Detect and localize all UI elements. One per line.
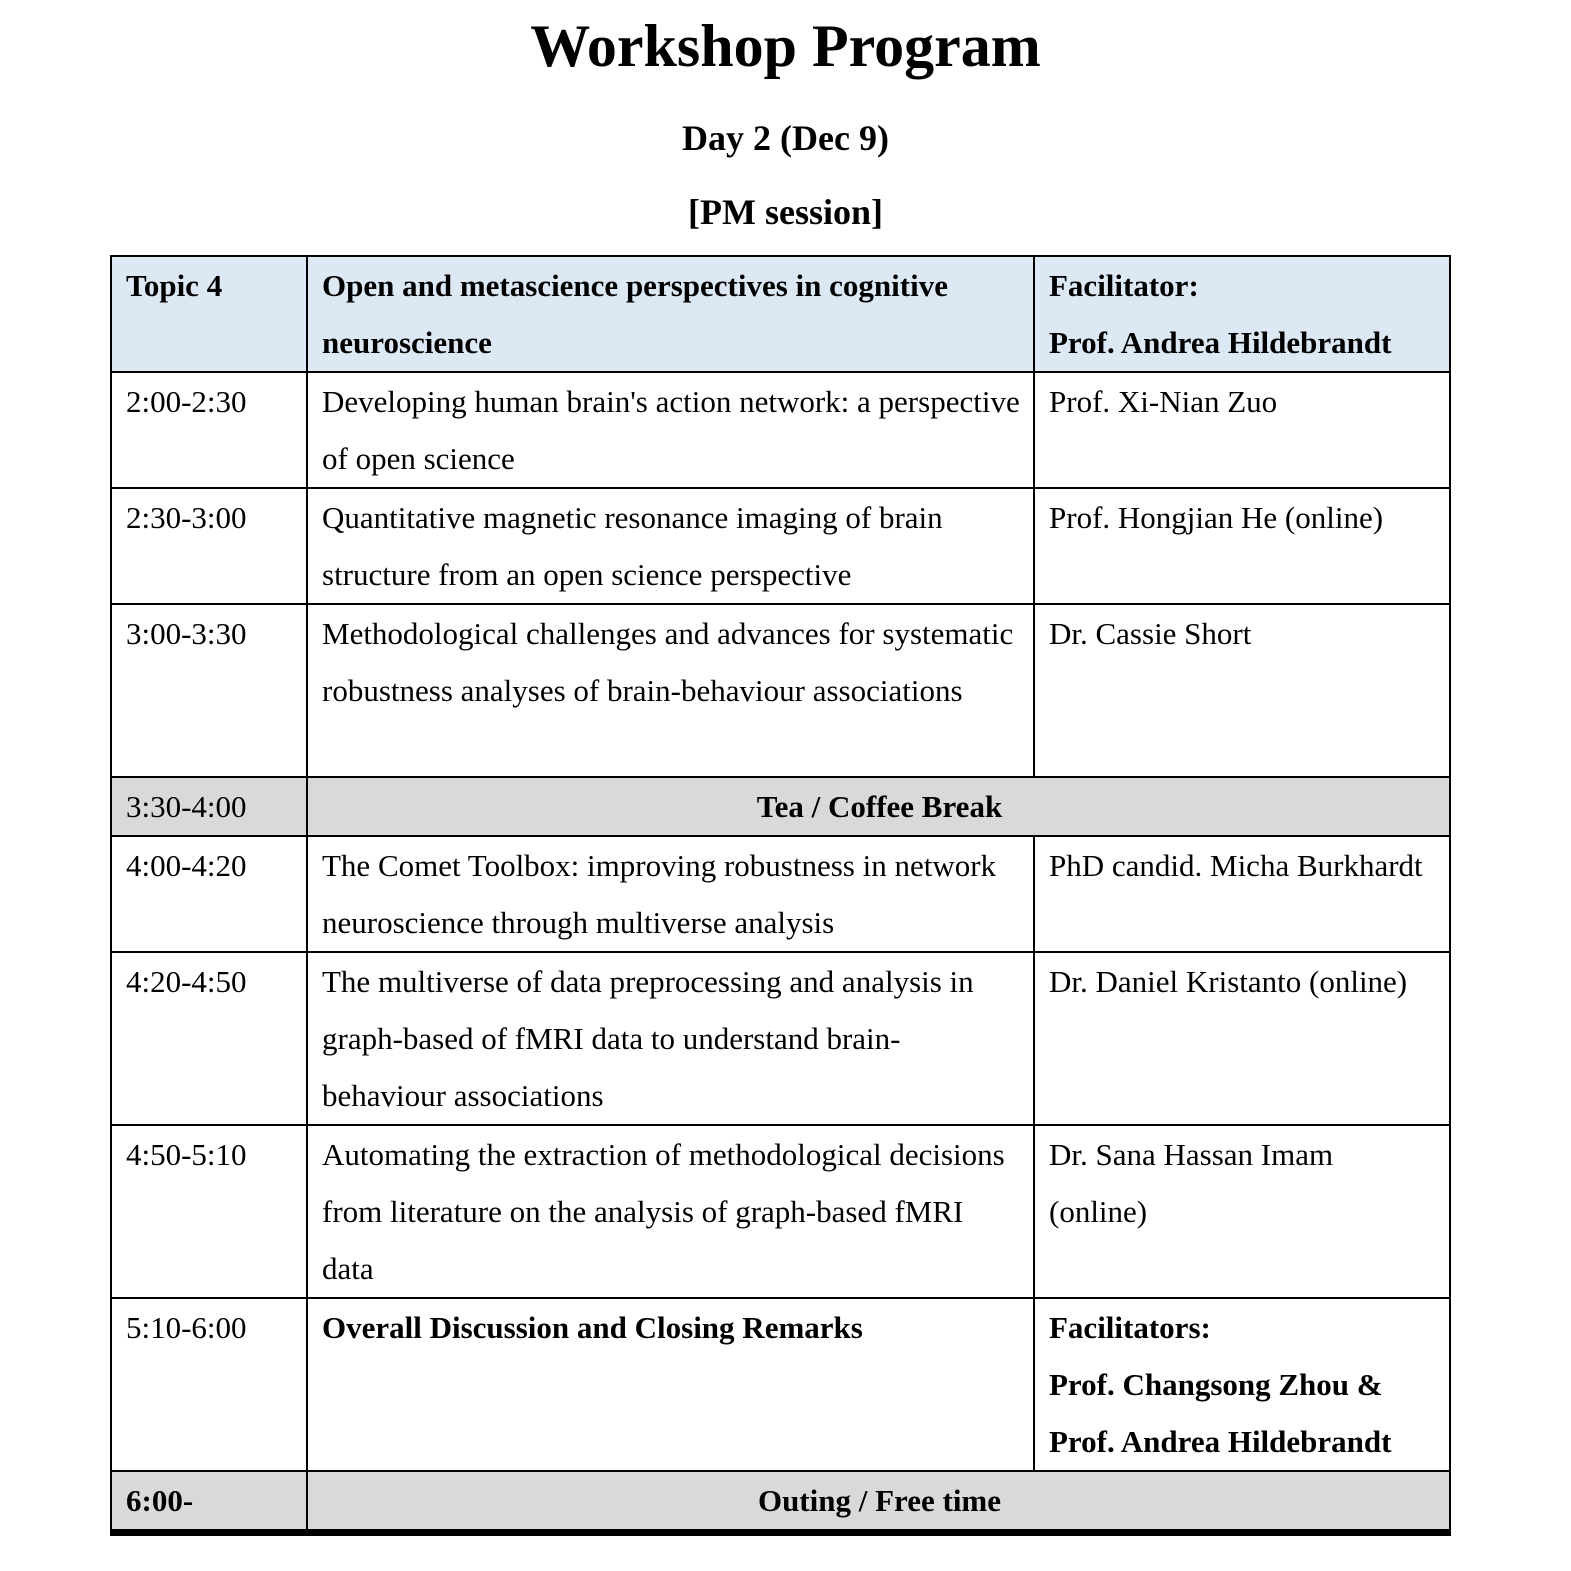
talk-title-cell: Methodological challenges and advances for systematic robustness analyses of brain-behaviour associations [307, 604, 1034, 777]
closing-title-cell: Overall Discussion and Closing Remarks [307, 1298, 1034, 1471]
time-cell: 3:00-3:30 [111, 604, 307, 777]
topic-label: Topic 4 [111, 256, 307, 372]
table-row [111, 952, 1450, 1125]
closing-facilitators-cell [1034, 1298, 1450, 1471]
facilitator-label: Facilitator: [1049, 268, 1199, 303]
speaker-cell: Prof. Xi-Nian Zuo [1034, 372, 1450, 488]
facilitator-name: Prof. Andrea Hildebrandt [1049, 1424, 1392, 1459]
time-cell: 5:10-6:00 [111, 1298, 307, 1471]
talk-title-cell: The Comet Toolbox: improving robustness in network neuroscience through multiverse analysis [307, 836, 1034, 952]
session-subtitle: [PM session] [688, 192, 883, 232]
speaker-cell: Dr. Cassie Short [1034, 604, 1450, 777]
speaker-cell: Dr. Sana Hassan Imam (online) [1034, 1125, 1450, 1298]
time-cell: 3:30-4:00 [111, 777, 307, 836]
closing-row [111, 1298, 1450, 1471]
table-row [111, 488, 1450, 604]
facilitators-label: Facilitators: [1049, 1310, 1211, 1345]
time-cell: 4:00-4:20 [111, 836, 307, 952]
program-table [110, 255, 1451, 1536]
outing-label: Outing / Free time [307, 1471, 1450, 1533]
speaker-cell: Dr. Daniel Kristanto (online) [1034, 952, 1450, 1125]
time-cell: 2:30-3:00 [111, 488, 307, 604]
time-cell: 4:50-5:10 [111, 1125, 307, 1298]
speaker-cell: PhD candid. Micha Burkhardt [1034, 836, 1450, 952]
talk-title-cell: Automating the extraction of methodological decisions from literature on the analysis of graph-based fMRI data [307, 1125, 1034, 1298]
facilitator-name: Prof. Changsong Zhou & [1049, 1367, 1383, 1402]
speaker-cell: Prof. Hongjian He (online) [1034, 488, 1450, 604]
talk-title-cell: Quantitative magnetic resonance imaging of brain structure from an open science perspective [307, 488, 1034, 604]
day-subtitle: Day 2 (Dec 9) [682, 118, 889, 158]
talk-title-cell: Developing human brain's action network: a perspective of open science [307, 372, 1034, 488]
time-cell: 6:00- [111, 1471, 307, 1533]
outing-row [111, 1471, 1450, 1533]
table-row [111, 1125, 1450, 1298]
time-cell: 2:00-2:30 [111, 372, 307, 488]
time-cell: 4:20-4:50 [111, 952, 307, 1125]
table-row [111, 604, 1450, 777]
table-row [111, 836, 1450, 952]
topic-header-row [111, 256, 1450, 372]
table-row [111, 372, 1450, 488]
facilitator-name: Prof. Andrea Hildebrandt [1049, 325, 1392, 360]
break-row [111, 777, 1450, 836]
talk-title-cell: The multiverse of data preprocessing and analysis in graph-based of fMRI data to understand brain-behaviour associations [307, 952, 1034, 1125]
break-label: Tea / Coffee Break [307, 777, 1450, 836]
topic-facilitator-cell [1034, 256, 1450, 372]
topic-title: Open and metascience perspectives in cognitive neuroscience [307, 256, 1034, 372]
page-title: Workshop Program [530, 13, 1041, 79]
